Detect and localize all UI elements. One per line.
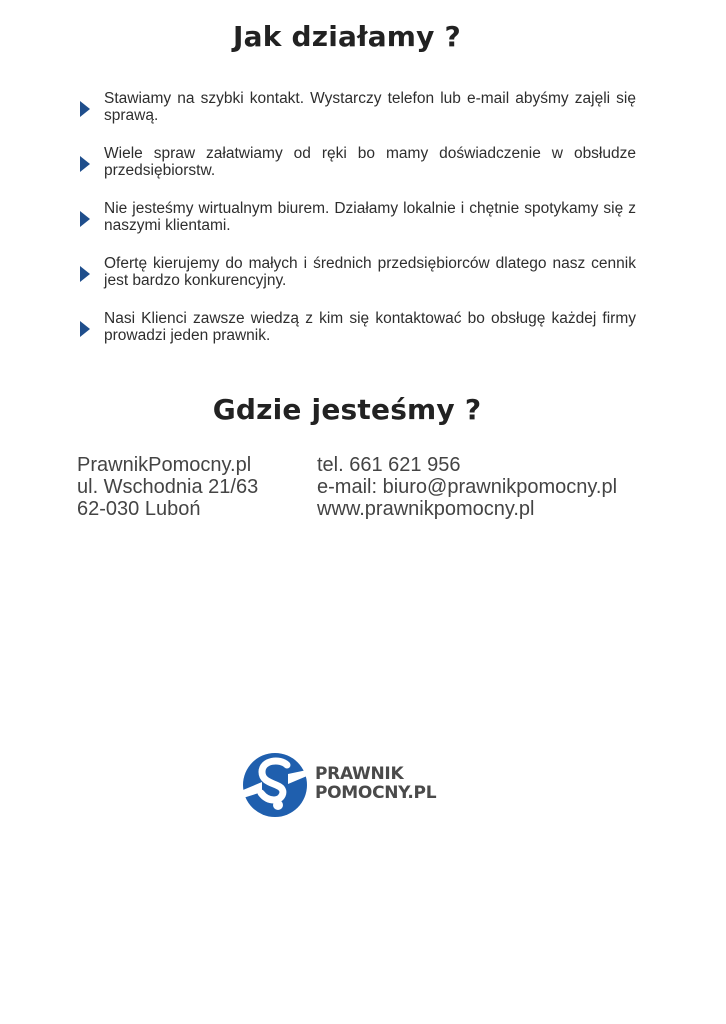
street-address: ul. Wschodnia 21/63 [77, 476, 259, 498]
city-address: 62-030 Luboń [77, 498, 201, 520]
triangle-bullet-icon [80, 211, 90, 227]
logo-wordmark [315, 765, 436, 803]
triangle-bullet-icon [80, 266, 90, 282]
triangle-bullet-icon [80, 101, 90, 117]
section-title-how: Jak działamy ? [232, 20, 462, 53]
email-address: e-mail: biuro@prawnikpomocny.pl [317, 476, 618, 498]
section-title-where: Gdzie jesteśmy ? [212, 393, 482, 426]
contact-block [317, 454, 617, 520]
logo-line-1: PRAWNIK [315, 764, 404, 784]
address-block [77, 454, 258, 520]
logo-emblem-icon [240, 752, 310, 818]
list-item [76, 310, 636, 365]
logo-line-2: POMOCNY.PL [315, 783, 437, 803]
bullet-list [76, 90, 636, 365]
bullet-text: Nie jesteśmy wirtualnym biurem. Działamy lokalnie i chętnie spotykamy się z naszymi klientami. [104, 200, 636, 234]
phone-number: tel. 661 621 956 [317, 454, 461, 476]
bullet-text: Ofertę kierujemy do małych i średnich przedsiębiorców dlatego nasz cennik jest bardzo konkurencyjny. [104, 255, 636, 289]
list-item [76, 255, 636, 310]
triangle-bullet-icon [80, 321, 90, 337]
brand-logo [240, 752, 460, 818]
bullet-text: Nasi Klienci zawsze wiedzą z kim się kontaktować bo obsługę każdej firmy prowadzi jeden prawnik. [104, 310, 636, 344]
list-item [76, 200, 636, 255]
triangle-bullet-icon [80, 156, 90, 172]
website-url: www.prawnikpomocny.pl [317, 498, 535, 520]
bullet-text: Stawiamy na szybki kontakt. Wystarczy telefon lub e-mail abyśmy zajęli się sprawą. [104, 90, 636, 124]
list-item [76, 145, 636, 200]
list-item [76, 90, 636, 145]
bullet-text: Wiele spraw załatwiamy od ręki bo mamy doświadczenie w obsłudze przedsiębiorstw. [104, 145, 636, 179]
company-name: PrawnikPomocny.pl [77, 454, 252, 476]
